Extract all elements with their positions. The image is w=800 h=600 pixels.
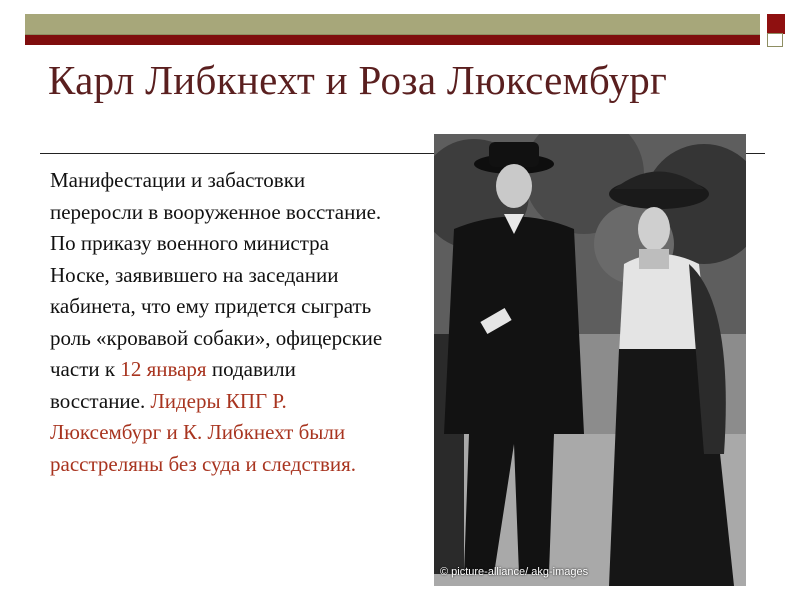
photo-credit: © picture-alliance/ akg-images bbox=[440, 566, 589, 578]
highlight-leaders: Лидеры КПГ Р. Люксембург и К. Либкнехт были расстреляны без суда и следствия. bbox=[50, 388, 357, 476]
photo-illustration bbox=[434, 134, 746, 586]
historical-photo bbox=[434, 134, 746, 586]
body-text-part-2: подавили восстание. bbox=[50, 357, 296, 413]
body-text-part-1: Манифестации и забастовки переросли в вооруженное восстание. По приказу военного министра Носке, заявившего на заседании кабинета, что ему придется сыграть роль «кровавой собаки», офицерские части к bbox=[50, 168, 383, 381]
corner-square-red bbox=[767, 14, 785, 34]
slide-title: Карл Либкнехт и Роза Люксембург bbox=[48, 57, 668, 103]
slide-body-text bbox=[50, 165, 390, 480]
header-bar-maroon bbox=[25, 35, 760, 45]
highlight-date: 12 января bbox=[120, 357, 207, 381]
corner-square-outline bbox=[767, 33, 783, 47]
header-bar-olive bbox=[25, 14, 760, 35]
